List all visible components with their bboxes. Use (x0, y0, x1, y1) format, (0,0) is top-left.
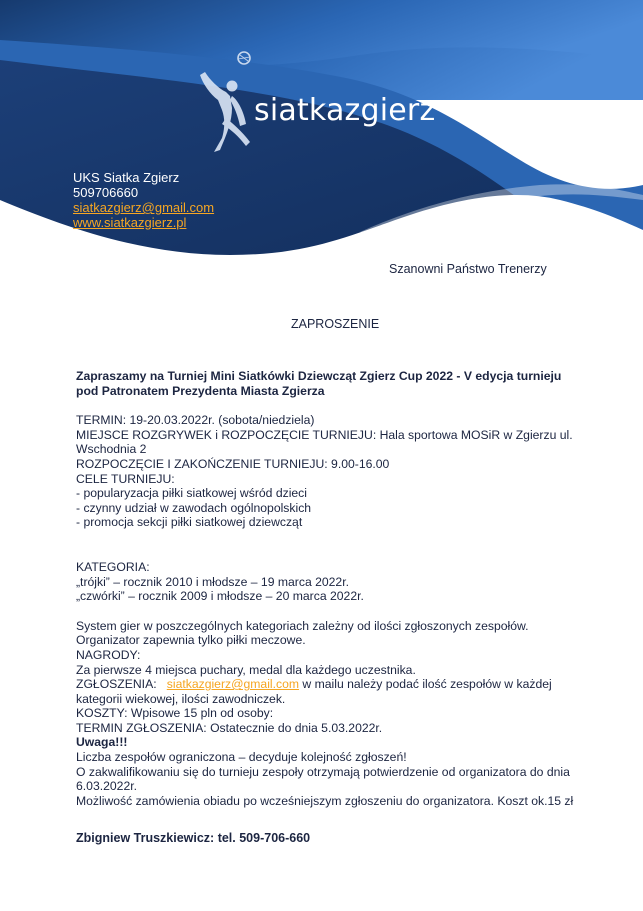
cele-item: - czynny udział w zawodach ogólnopolskich (76, 500, 312, 515)
organizator-line: Organizator zapewnia tylko piłki meczowe. (76, 633, 306, 648)
termin-line: TERMIN: 19-20.03.2022r. (sobota/niedziela) (76, 413, 315, 428)
nagrody-header: NAGRODY: (76, 647, 141, 662)
cele-header: CELE TURNIEJU: (76, 471, 175, 486)
email-link[interactable]: siatkazgierz@gmail.com (73, 200, 215, 215)
org-name: UKS Siatka Zgierz (73, 170, 180, 185)
zgloszenia-line (76, 677, 576, 706)
termin-zgloszenia-line: TERMIN ZGŁOSZENIA: Ostatecznie do dnia 5.03.2022r. (76, 720, 383, 735)
kategoria-item: „trójki” – rocznik 2010 i młodsze – 19 marca 2022r. (76, 574, 349, 589)
miejsce-line: MIEJSCE ROZGRYWEK i ROZPOCZĘCIE TURNIEJU: Hala sportowa MOSiR w Zgierzu ul. Wschodnia 2 (76, 427, 573, 457)
contact-block (73, 170, 214, 230)
zakwalifikowanie-line: O zakwalifikowaniu się do turnieju zespoły otrzymają potwierdzenie od organizatora do dnia 6.03.2022r. (76, 764, 570, 794)
koszty-line: KOSZTY: Wpisowe 15 pln od osoby: (76, 706, 274, 721)
greeting: Szanowni Państwo Trenerzy (389, 262, 547, 276)
phone-number: 509706660 (73, 185, 139, 200)
logo-text: siatkazgierz (254, 93, 436, 128)
zgloszenia-rest: w mailu należy podać ilość zespołów w każdej kategorii wiekowej, ilości zawodniczek. (76, 677, 552, 706)
intro-paragraph: Zapraszamy na Turniej Mini Siatkówki Dziewcząt Zgierz Cup 2022 - V edycja turnieju pod Patronatem Prezydenta Miasta Zgierza (76, 369, 562, 398)
document-body (76, 369, 576, 808)
cele-item: - promocja sekcji piłki siatkowej dziewcząt (76, 515, 303, 530)
cele-item: - popularyzacja piłki siatkowej wśród dzieci (76, 486, 307, 501)
kategoria-header: KATEGORIA: (76, 559, 150, 574)
nagrody-line: Za pierwsze 4 miejsca puchary, medal dla każdego uczestnika. (76, 662, 416, 677)
kategoria-item: „czwórki” – rocznik 2009 i młodsze – 20 marca 2022r. (76, 589, 364, 604)
obiad-line: Możliwość zamówienia obiadu po wcześniejszym zgłoszeniu do organizatora. Koszt ok.15 zł (76, 793, 574, 808)
zgloszenia-label: ZGŁOSZENIA: (76, 677, 157, 692)
system-line: System gier w poszczególnych kategoriach zależny od ilości zgłoszonych zespołów. (76, 618, 529, 633)
zgloszenia-email-link[interactable]: siatkazgierz@gmail.com (166, 677, 300, 692)
signature: Zbigniew Truszkiewicz: tel. 509-706-660 (76, 831, 311, 845)
uwaga-line: Uwaga!!! (76, 735, 128, 750)
liczba-line: Liczba zespołów ograniczona – decyduje kolejność zgłoszeń! (76, 750, 407, 765)
godziny-line: ROZPOCZĘCIE I ZAKOŃCZENIE TURNIEJU: 9.00-16.00 (76, 456, 390, 471)
document-title: ZAPROSZENIE (291, 317, 380, 331)
website-link[interactable]: www.siatkazgierz.pl (73, 215, 187, 230)
